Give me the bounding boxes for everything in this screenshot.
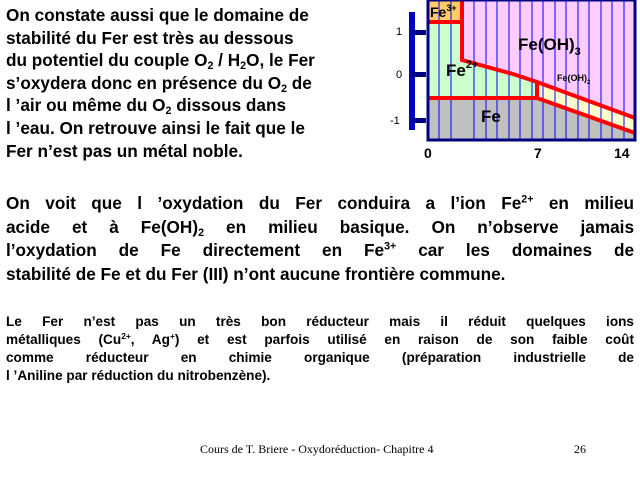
reducer-paragraph — [6, 313, 634, 385]
text-line: stabilité du Fer est très au dessous — [6, 27, 294, 48]
y-tick-label: 0 — [396, 69, 403, 81]
y-tick-label: 1 — [396, 26, 403, 38]
label-fe3: $Fe^{3+}$ — [430, 3, 457, 20]
text-line: On voit que l ’oxydation du Fer conduira a l’ion $Fe^{2+}$ en milieu — [6, 193, 635, 213]
label-feoh3: $Fe(OH)_3$ — [518, 35, 581, 58]
text-line: Fer n’est pas un métal noble. — [6, 140, 243, 161]
text-line: comme réducteur en chimie organique (préparation industrielle de — [6, 350, 634, 365]
text-line: acide et à $Fe(OH)_2$ en milieu basique. On n’observe jamais — [6, 216, 635, 239]
footer-title: Cours de T. Briere - Oxydoréduction- Chapitre 4 — [200, 442, 434, 456]
oxidation-paragraph — [6, 192, 634, 286]
text-line: s’oxydera donc en présence du $O_2$ de — [6, 72, 312, 95]
page-number: 26 — [574, 442, 586, 456]
text-line: métalliques ($Cu^{2+}$, Ag+) et est parfois utilisé en raison de son faible coût — [6, 330, 635, 347]
label-fe2: $Fe^{2+}$ — [446, 59, 479, 80]
y-tick-label: -1 — [390, 115, 400, 127]
x-tick-label: 7 — [534, 145, 542, 161]
y-axis-marks — [409, 12, 415, 130]
text-line: l ’air ou même du $O_2$ dissous dans — [6, 95, 287, 118]
x-tick-label: 0 — [424, 145, 432, 161]
text-line: l ’Aniline par réduction du nitrobenzène). — [6, 368, 271, 383]
text-line: stabilité de Fe et du Fer (III) n’ont aucune frontière commune. — [6, 263, 506, 284]
label-fe: Fe — [481, 107, 501, 126]
text-line: l ’eau. On retrouve ainsi le fait que le — [6, 117, 305, 138]
text-line: du potentiel du couple $O_2 / H_2O$, le Fer — [6, 50, 315, 73]
label-feoh2: $Fe(OH)_2$ — [557, 73, 591, 86]
x-tick-label: 14 — [614, 145, 630, 161]
text-line: On constate aussi que le domaine de — [6, 5, 309, 25]
text-line: l’oxydation de Fe directement en $Fe^{3+}$ car les domaines de — [6, 240, 634, 260]
text-line: Le Fer n’est pas un très bon réducteur mais il réduit quelques ions — [6, 314, 634, 329]
